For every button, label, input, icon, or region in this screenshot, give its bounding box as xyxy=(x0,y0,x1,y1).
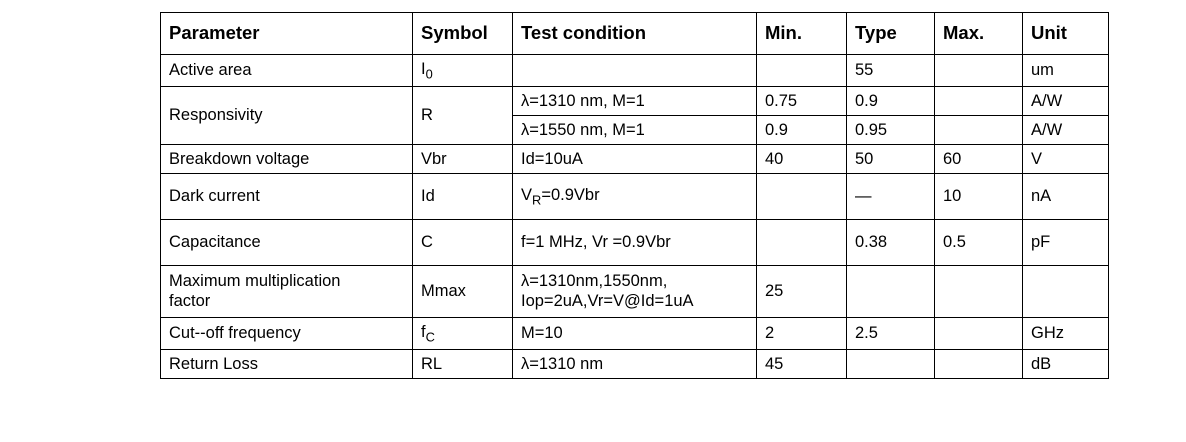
table-row xyxy=(161,219,1109,265)
spec-table-container xyxy=(160,12,1108,379)
cell-parameter: Cut--off frequency xyxy=(161,317,413,349)
cell-max: 0.5 xyxy=(935,219,1023,265)
cell-min xyxy=(757,54,847,86)
cell-condition: Id=10uA xyxy=(513,144,757,173)
table-row xyxy=(161,173,1109,219)
cell-unit: um xyxy=(1023,54,1109,86)
condition-line-1: λ=1310nm,1550nm, xyxy=(521,272,668,291)
cell-symbol: Id xyxy=(413,173,513,219)
cell-unit: nA xyxy=(1023,173,1109,219)
cell-condition xyxy=(513,54,757,86)
cell-type: 55 xyxy=(847,54,935,86)
table-header xyxy=(161,13,1109,55)
cell-min: 2 xyxy=(757,317,847,349)
cell-max xyxy=(935,115,1023,144)
header-test-condition: Test condition xyxy=(513,13,757,55)
table-row xyxy=(161,54,1109,86)
cell-min: 40 xyxy=(757,144,847,173)
cell-min xyxy=(757,219,847,265)
cell-type: 2.5 xyxy=(847,317,935,349)
header-symbol: Symbol xyxy=(413,13,513,55)
cell-condition: λ=1310 nm, M=1 xyxy=(513,86,757,115)
cell-min: 25 xyxy=(757,265,847,317)
cell-unit xyxy=(1023,265,1109,317)
symbol-text: f xyxy=(421,322,426,341)
cell-symbol: C xyxy=(413,219,513,265)
cell-type: 0.9 xyxy=(847,86,935,115)
cell-symbol: Vbr xyxy=(413,144,513,173)
cell-type xyxy=(847,349,935,378)
cell-symbol: R xyxy=(413,86,513,144)
cell-min: 0.9 xyxy=(757,115,847,144)
cell-parameter: Dark current xyxy=(161,173,413,219)
cell-max: 60 xyxy=(935,144,1023,173)
table-row xyxy=(161,317,1109,349)
cell-unit: dB xyxy=(1023,349,1109,378)
cell-symbol: Mmax xyxy=(413,265,513,317)
cell-max xyxy=(935,86,1023,115)
table-body xyxy=(161,54,1109,379)
condition-line-2: Iop=2uA,Vr=V@Id=1uA xyxy=(521,292,694,311)
parameter-line-2: factor xyxy=(169,292,211,311)
cell-condition: λ=1550 nm, M=1 xyxy=(513,115,757,144)
table-row xyxy=(161,144,1109,173)
cell-max xyxy=(935,265,1023,317)
cell-type xyxy=(847,265,935,317)
cell-condition xyxy=(513,265,757,317)
table-row xyxy=(161,349,1109,378)
header-type: Type xyxy=(847,13,935,55)
cell-unit: GHz xyxy=(1023,317,1109,349)
cell-parameter: Capacitance xyxy=(161,219,413,265)
cell-parameter xyxy=(161,265,413,317)
condition-tail: =0.9Vbr xyxy=(541,185,600,204)
cell-type: 0.95 xyxy=(847,115,935,144)
cell-parameter: Responsivity xyxy=(161,86,413,144)
symbol-subscript: C xyxy=(425,329,435,345)
header-unit: Unit xyxy=(1023,13,1109,55)
symbol-subscript: 0 xyxy=(425,65,433,81)
cell-condition: λ=1310 nm xyxy=(513,349,757,378)
cell-max xyxy=(935,317,1023,349)
header-parameter: Parameter xyxy=(161,13,413,55)
condition-subscript: R xyxy=(532,192,542,208)
header-row xyxy=(161,13,1109,55)
table-row xyxy=(161,265,1109,317)
cell-min xyxy=(757,173,847,219)
cell-parameter: Return Loss xyxy=(161,349,413,378)
cell-max xyxy=(935,349,1023,378)
cell-condition: f=1 MHz, Vr =0.9Vbr xyxy=(513,219,757,265)
header-min: Min. xyxy=(757,13,847,55)
cell-unit: A/W xyxy=(1023,86,1109,115)
cell-max xyxy=(935,54,1023,86)
header-max: Max. xyxy=(935,13,1023,55)
symbol-text: I xyxy=(421,59,426,78)
cell-unit: A/W xyxy=(1023,115,1109,144)
cell-unit: pF xyxy=(1023,219,1109,265)
cell-min: 0.75 xyxy=(757,86,847,115)
cell-type: 0.38 xyxy=(847,219,935,265)
cell-symbol: RL xyxy=(413,349,513,378)
cell-unit: V xyxy=(1023,144,1109,173)
specification-table xyxy=(160,12,1109,379)
cell-condition xyxy=(513,173,757,219)
cell-type: — xyxy=(847,173,935,219)
parameter-line-1: Maximum multiplication xyxy=(169,272,341,291)
condition-text: V xyxy=(521,185,533,204)
cell-min: 45 xyxy=(757,349,847,378)
cell-type: 50 xyxy=(847,144,935,173)
cell-symbol xyxy=(413,317,513,349)
cell-max: 10 xyxy=(935,173,1023,219)
cell-parameter: Active area xyxy=(161,54,413,86)
cell-condition: M=10 xyxy=(513,317,757,349)
table-row xyxy=(161,86,1109,115)
cell-symbol xyxy=(413,54,513,86)
cell-parameter: Breakdown voltage xyxy=(161,144,413,173)
